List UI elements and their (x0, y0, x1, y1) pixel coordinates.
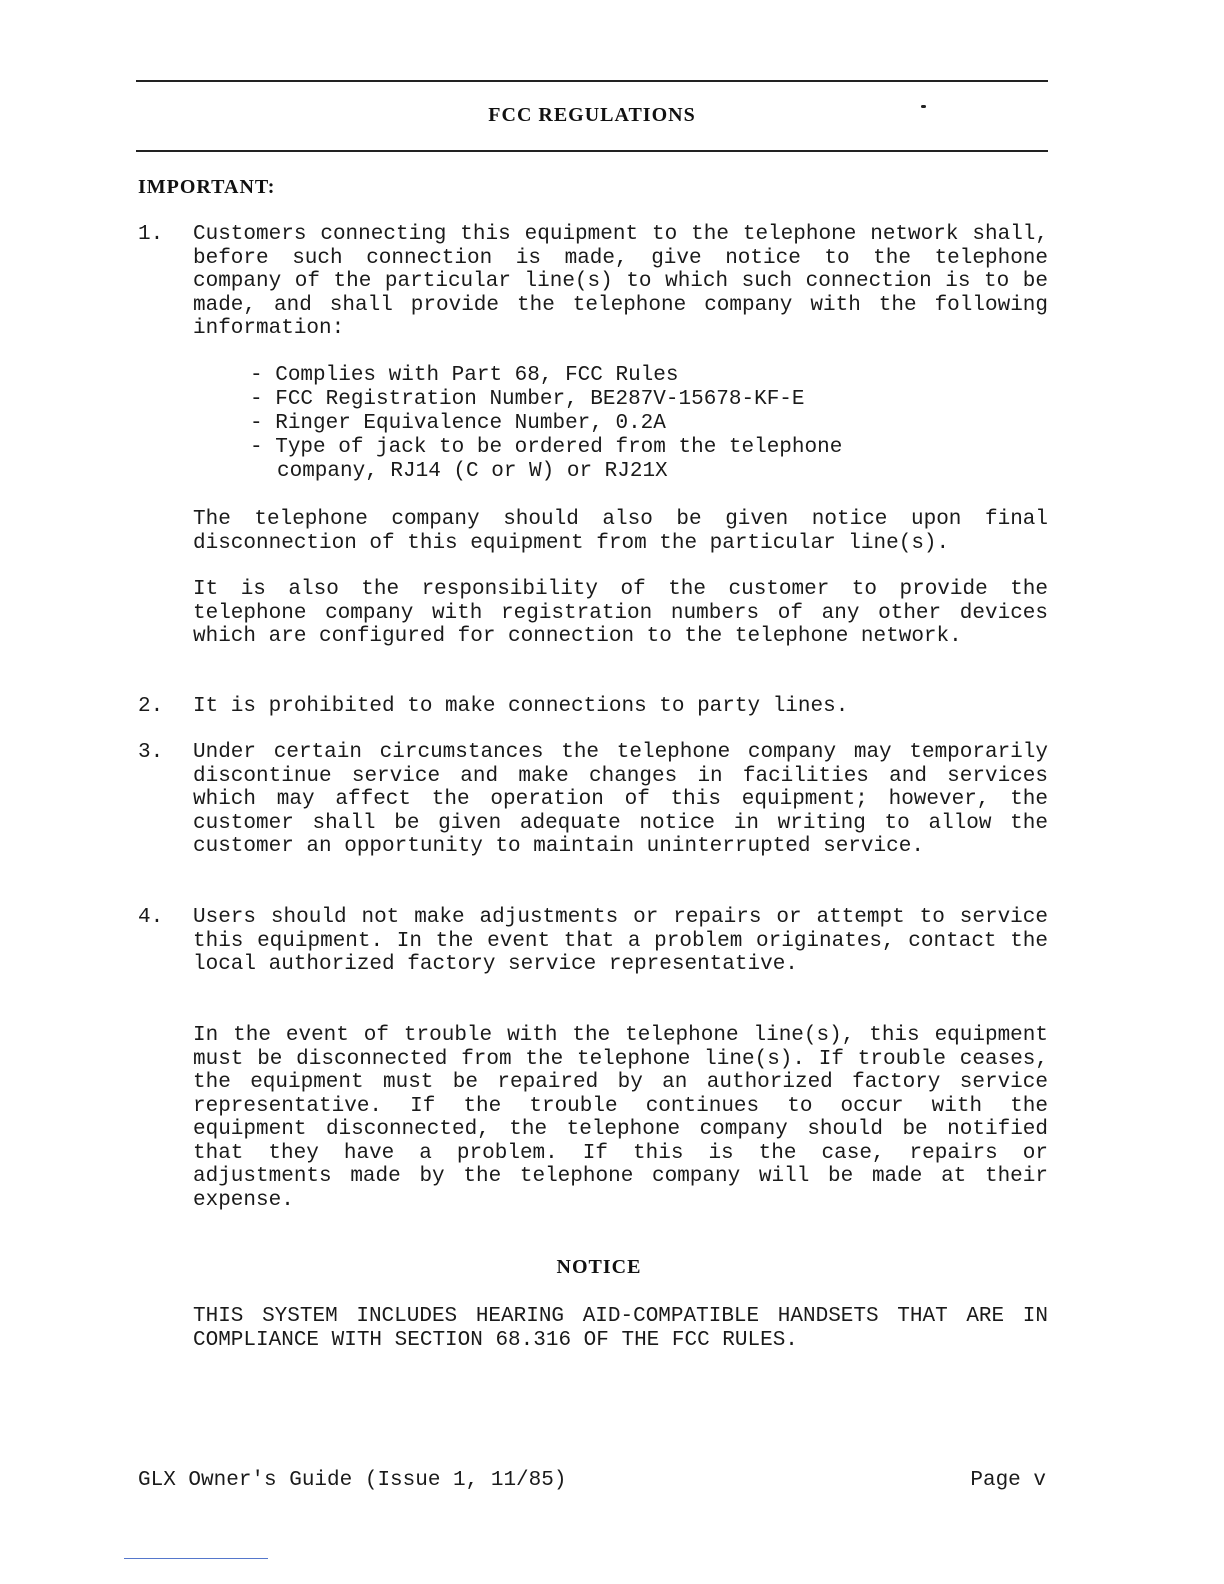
list-item: - Ringer Equivalence Number, 0.2A (250, 412, 950, 436)
item-4-number: 4. (138, 906, 164, 929)
item-4-paragraph-1: Users should not make adjustments or repairs or attempt to service this equipment. In the event that a problem originates, contact the local authorized factory service representative. (193, 906, 1048, 976)
item-4-paragraph-2: In the event of trouble with the telephone line(s), this equipment must be disconnected from the telephone line(s). If trouble ceases, the equipment must be repaired by an authorized factory service representative. If the trouble continues to occur with the equipment disconnected, the telephone company should be notified that they have a problem. If this is the case, repairs or adjustments made by the telephone company will be made at their expense. (193, 1024, 1048, 1212)
item-1-paragraph-2: The telephone company should also be given notice upon final disconnection of this equipment from the particular line(s). (193, 508, 1048, 555)
title-underline-rule (136, 150, 1048, 152)
item-1-paragraph-1: Customers connecting this equipment to the telephone network shall, before such connection is made, give notice to the telephone company of the particular line(s) to which such connection is to be made, and shall provide the telephone company with the following information: (193, 223, 1048, 340)
corner-mark-line (124, 1558, 268, 1559)
item-1-paragraph-3: It is also the responsibility of the customer to provide the telephone company with registration numbers of any other devices which are configured for connection to the telephone network. (193, 578, 1048, 648)
page-title: FCC REGULATIONS (488, 104, 696, 126)
footer-page-number: Page v (970, 1469, 1046, 1492)
item-2-number: 2. (138, 695, 164, 718)
item-2-paragraph-1: It is prohibited to make connections to party lines. (193, 695, 849, 718)
important-label: IMPORTANT: (138, 176, 276, 198)
notice-text: THIS SYSTEM INCLUDES HEARING AID-COMPATIBLE HANDSETS THAT ARE IN COMPLIANCE WITH SECTION 68.316 OF THE FCC RULES. (193, 1305, 1048, 1352)
item-1-number: 1. (138, 223, 164, 246)
notice-heading: NOTICE (556, 1256, 642, 1278)
top-rule (136, 80, 1048, 82)
fcc-info-list (250, 364, 950, 484)
list-item: - Complies with Part 68, FCC Rules (250, 364, 950, 388)
list-item: - FCC Registration Number, BE287V-15678-KF-E (250, 388, 950, 412)
list-item: - Type of jack to be ordered from the telephone company, RJ14 (C or W) or RJ21X (250, 436, 950, 484)
footer-guide-title: GLX Owner's Guide (Issue 1, 11/85) (138, 1469, 567, 1492)
item-3-paragraph-1: Under certain circumstances the telephone company may temporarily discontinue service and make changes in facilities and services which may affect the operation of this equipment; however, the customer shall be given adequate notice in writing to allow the customer an opportunity to maintain uninterrupted service. (193, 741, 1048, 858)
item-3-number: 3. (138, 741, 164, 764)
